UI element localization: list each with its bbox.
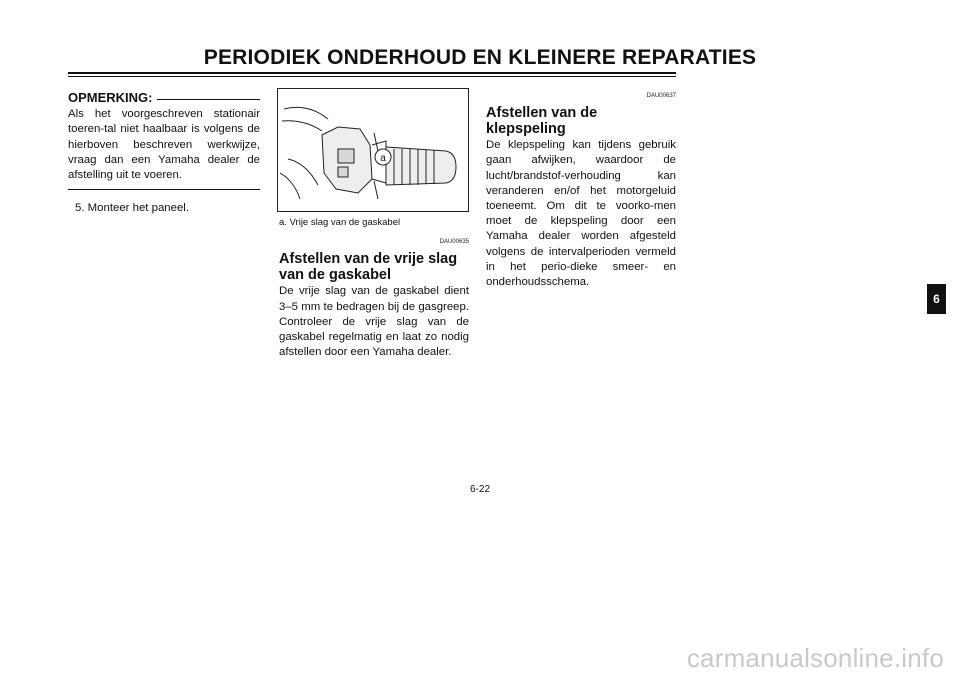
title-rule-thin xyxy=(68,76,676,77)
note-header xyxy=(68,90,260,105)
note-end-rule xyxy=(68,189,260,190)
note-heading: OPMERKING: xyxy=(68,90,153,105)
handlebar-figure xyxy=(277,88,469,212)
page-number: 6-22 xyxy=(469,484,490,495)
valve-section-title: Afstellen van de klepspeling xyxy=(486,105,598,138)
throttle-section-body: De vrije slag van de gaskabel dient 3–5 mm te bedragen bij de gasgreep. Controleer de vrije slag van de gaskabel regelmatig en laat zo nodig afstellen door een Yamaha dealer. xyxy=(279,285,469,359)
middle-column xyxy=(279,215,469,360)
figure-label-a: a xyxy=(380,153,386,164)
watermark: carmanualsonline.info xyxy=(686,643,944,673)
note-heading-rule xyxy=(157,99,261,100)
valve-section-code: DAU00637 xyxy=(646,93,676,99)
throttle-section-code: DAU00635 xyxy=(439,239,469,246)
chapter-tab: 6 xyxy=(927,284,946,314)
note-text: Als het voorgeschreven stationair toeren-tal niet haalbaar is volgens de hierboven beschreven werkwijze, vraag dan een Yamaha dealer de afstelling uit te voeren. xyxy=(68,108,260,182)
throttle-section-title: Afstellen van de vrije slag van de gaskabel xyxy=(279,251,458,284)
left-column xyxy=(68,90,260,216)
right-column xyxy=(486,89,676,290)
valve-section-body: De klepspeling kan tijdens gebruik gaan afwijken, waardoor de lucht/brandstof-verhouding kan veranderen en/of het motorgeluid toeneemt. Om dit te voorko-men moet de klepspeling door een Yamaha dealer worden afgesteld volgens de intervalperioden vermeld in het perio-dieke smeer- en onderhoudsschema. xyxy=(486,139,676,289)
title-rule-thick xyxy=(68,72,676,74)
figure-caption: a. Vrije slag van de gaskabel xyxy=(279,217,401,228)
handlebar-illustration xyxy=(278,89,468,211)
step-5: 5. Monteer het paneel. xyxy=(75,202,189,215)
page-title: PERIODIEK ONDERHOUD EN KLEINERE REPARATIES xyxy=(203,46,757,69)
